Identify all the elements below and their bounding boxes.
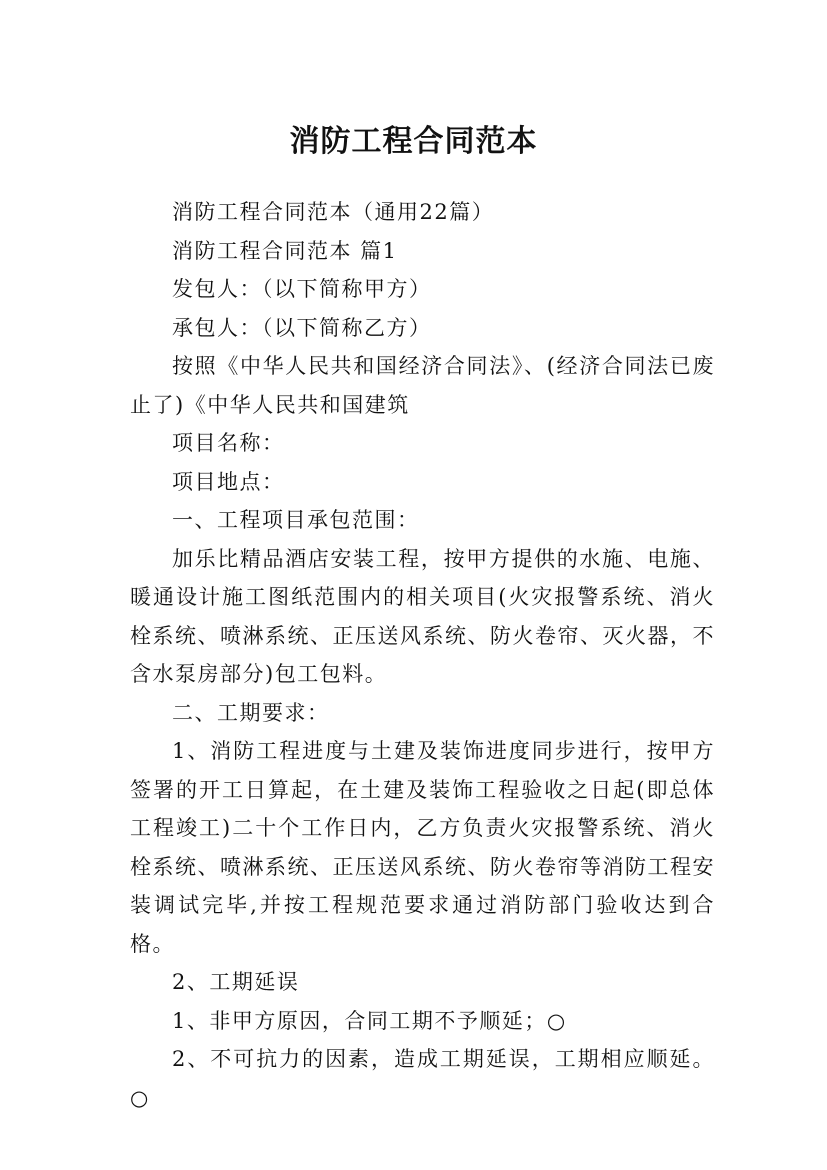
paragraph-delay-heading: 2、工期延误 <box>172 970 300 994</box>
paragraph-legal-basis: 按照《中华人民共和国经济合同法》、(经济合同法已废止了)《中华人民共和国建筑 <box>130 354 715 417</box>
paragraph-schedule-content: 1、消防工程进度与土建及装饰进度同步进行，按甲方签署的开工日算起，在土建及装饰工程验收之日起(即总体工程竣工)二十个工作日内，乙方负责火灾报警系统、消火栓系统、喷淋系统、正压送风系统、防火卷帘等消防工程安装调试完毕,并按工程规范要求通过消防部门验收达到合格。 <box>130 739 715 956</box>
paragraph-project-location: 项目地点： <box>172 469 285 494</box>
paragraph-scope-content: 加乐比精品酒店安装工程，按甲方提供的水施、电施、暖通设计施工图纸范围内的相关项目(火灾报警系统、消火栓系统、喷淋系统、正压送风系统、防火卷帘、灭火器，不含水泵房部分)包工包料。 <box>130 546 715 686</box>
paragraph-project-name: 项目名称： <box>172 431 285 455</box>
paragraph-heading: 消防工程合同范本（通用22篇） <box>172 200 495 224</box>
paragraph-delay-item-1: 1、非甲方原因，合同工期不予顺延；○ <box>172 1008 567 1033</box>
document-body <box>130 193 715 1117</box>
paragraph-delay-item-2: 2、不可抗力的因素，造成工期延误，工期相应顺延。 ○ <box>130 1047 715 1110</box>
document-title: 消防工程合同范本 <box>289 124 538 160</box>
paragraph-party-a: 发包人：（以下简称甲方） <box>172 277 432 301</box>
paragraph-scope-heading: 一、工程项目承包范围： <box>172 508 420 532</box>
paragraph-chapter: 消防工程合同范本 篇1 <box>172 238 398 263</box>
paragraph-party-b: 承包人：（以下简称乙方） <box>172 315 432 340</box>
paragraph-schedule-heading: 二、工期要求： <box>172 700 330 725</box>
